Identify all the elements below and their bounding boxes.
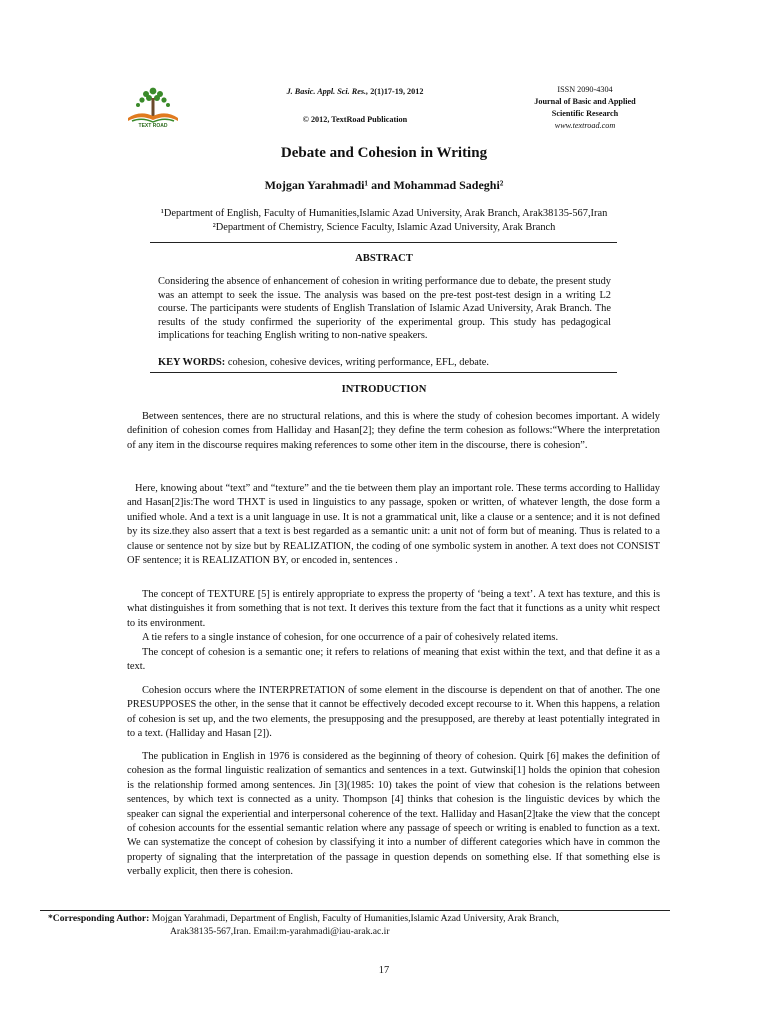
paragraph-text: The concept of TEXTURE [5] is entirely appropriate to express the property of ‘being a text’. A text has texture, and this is what distinguishes it from something that is not text. It derives this texture from the fact that it functions as a unity whit respect to its environment. [127, 589, 660, 629]
intro-paragraph-5 [127, 750, 660, 880]
footnote-rule [40, 910, 670, 911]
intro-paragraph-1 [127, 410, 660, 453]
journal-citation [240, 87, 470, 96]
issn: ISSN 2090-4304 [557, 85, 613, 94]
keywords-list: cohesion, cohesive devices, writing performance, EFL, debate. [225, 357, 489, 368]
footnote-line2: Arak38135-567,Iran. Email:m-yarahmadi@iau-arak.ac.ir [170, 926, 390, 937]
introduction-heading: INTRODUCTION [341, 384, 427, 395]
keywords-label: KEY WORDS: [158, 357, 226, 368]
paragraph-text: Cohesion occurs where the INTERPRETATION of some element in the discourse is dependent on that of another. The one PRESUPPOSES the other, in the sense that it cannot be effectively decoded except recourse to it. When this happens, a relation of cohesion is set up, and the two elements, the presupposing and the presupposed, are thereby at least potentially integrated in to a text. (Halliday and Hasan [2]). [127, 685, 660, 740]
paper-title: Debate and Cohesion in Writing [280, 145, 488, 161]
abstract-top-rule [150, 242, 617, 243]
abstract-bottom-rule [150, 372, 617, 373]
footnote-line1: Mojgan Yarahmadi, Department of English, Faculty of Humanities,Islamic Azad University, Arak Branch, [149, 913, 560, 924]
journal-name-line1: Journal of Basic and Applied [534, 97, 636, 106]
abstract-heading: ABSTRACT [355, 253, 413, 264]
affiliation-1: ¹Department of English, Faculty of Humanities,Islamic Azad University, Arak Branch, Arak38135-567,Iran [160, 208, 608, 219]
abstract-text: Considering the absence of enhancement of cohesion in writing performance due to debate, the present study was an attempt to seek the issue. The analysis was based on the pre-test post-test design in a writing L2 course. The participants were students of English Translation of Islamic Azad University, Arak Branch. The results of the study confirmed the superiority of the experimental group. This study has pedagogical implications for teaching English writing to non-native speakers. [158, 276, 611, 341]
page-number: 17 [378, 965, 390, 976]
copyright-notice: © 2012, TextRoad Publication [302, 115, 408, 124]
paper-authors: Mojgan Yarahmadi¹ and Mohammad Sadeghi² [264, 178, 504, 192]
paragraph-text: Between sentences, there are no structural relations, and this is where the study of cohesion becomes important. A widely definition of cohesion comes from Halliday and Hasan[2]; they define the term cohesion as follows:“Where the interpretation of any item in the discourse requires making references to some other item in the discourse, there is cohesion”. [127, 411, 660, 451]
journal-name-line2: Scientific Research [551, 109, 619, 118]
footnote-label: *Corresponding Author: [48, 913, 150, 924]
paragraph-text: The publication in English in 1976 is considered as the beginning of theory of cohesion. Quirk [6] makes the definition of cohesion as the formal linguistic realization of semantics and sentences in a text. Gutwinski[1] holds the opinion that cohesion is the relationship formed among sentences. Jin [3](1985: 10) takes the point of view that cohesion is the relations between sentences, by which text is connected as a unity. Thompson [4] thinks that cohesion is the linguistic devices by which the speaker can signal the experiential and interpersonal coherence of the text. Halliday and Hasan[2]take the view that the concept of cohesion accounts for the essential semantic relation where any passage of speech or writing is enabled to function as a text. We can systematize the concept of cohesion by classifying it into a number of different categories which have in common the property of signaling that the interpretation of the passage in question depends on something else. If that something else is verbally explicit, then there is cohesion. [127, 751, 660, 878]
citation-volume: 2(1)17-19, 2012 [368, 87, 424, 96]
paragraph-text: The concept of cohesion is a semantic one; it refers to relations of meaning that exist within the text, and that define it as a text. [127, 646, 660, 673]
paragraph-text: Here, knowing about “text” and “texture” and the tie between them play an important role. These terms according to Halliday and Hasan[2]is:The word THXT is used in linguistics to any passage, spoken or written, of whatever length, the dose form a unified whole. And a text is a unit language in use. It is not a grammatical unit, like a clause or a sentence; and it is not defined by its size.they also assert that a text is best regarded as a semantic unit: a unit not of form but of meaning. Thus is related to a clause or sentence not by size but by REALIZATION, the coding of one symbolic system in another. A text does not CONSIST OF sentence; it is REALIZATION BY, or encoded in, sentences . [127, 483, 660, 567]
journal-info [500, 84, 670, 132]
affiliations [0, 207, 768, 234]
logo-caption: TEXT ROAD [138, 123, 168, 129]
journal-url[interactable]: www.textroad.com [554, 121, 616, 130]
affiliation-2: ²Department of Chemistry, Science Faculty, Islamic Azad University, Arak Branch [212, 221, 556, 233]
intro-paragraph-3 [127, 588, 660, 674]
intro-paragraph-4 [127, 684, 660, 742]
paragraph-text: A tie refers to a single instance of cohesion, for one occurrence of a pair of cohesively related items. [142, 632, 559, 644]
citation-journal: J. Basic. Appl. Sci. Res., [286, 87, 369, 96]
keywords [158, 356, 611, 370]
intro-paragraph-2 [127, 482, 660, 568]
corresponding-author-footnote [48, 912, 668, 938]
